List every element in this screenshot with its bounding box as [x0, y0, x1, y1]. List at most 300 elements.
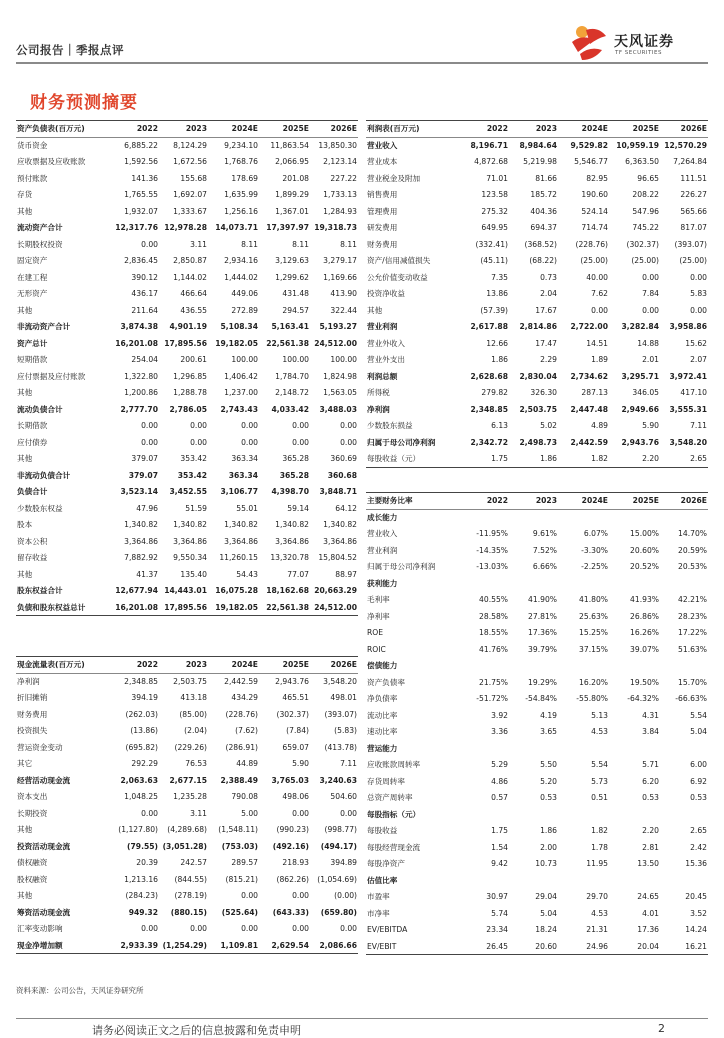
cell-value: (0.00)	[334, 891, 357, 901]
table-row	[366, 790, 708, 807]
cell-value: 0.00	[340, 421, 357, 431]
cell-value: 12,570.29	[664, 141, 707, 150]
cell-value: 1,692.07	[173, 190, 207, 200]
cell-value: 123.58	[481, 190, 508, 200]
row-label: 公允价值变动收益	[367, 272, 428, 282]
row-label: 其他	[17, 454, 33, 464]
cell-value: 1,672.56	[173, 157, 207, 167]
row-label: 无形资产	[17, 289, 48, 299]
cell-value: 0.00	[690, 305, 707, 315]
cell-value: 2,063.63	[120, 775, 158, 785]
cell-value: 5.00	[241, 808, 258, 818]
cell-value: 227.22	[330, 173, 357, 183]
table-row	[366, 773, 708, 790]
cell-value: 466.64	[180, 289, 207, 299]
table-row	[16, 756, 358, 773]
row-label: EV/EBITDA	[367, 925, 408, 935]
cell-value: 0.00	[241, 437, 258, 447]
cell-value: 2,830.04	[519, 371, 557, 381]
row-label: 资产/信用减值损失	[367, 256, 431, 266]
cell-value: 20.52%	[630, 562, 659, 572]
cell-value: 3,488.03	[319, 404, 357, 414]
row-label: 存货周转率	[367, 776, 405, 786]
cell-value: 54.43	[236, 569, 258, 579]
cell-value: 0.00	[340, 808, 357, 818]
cell-value: 2.65	[660, 451, 708, 468]
cell-value	[462, 806, 509, 823]
cell-value: 24,512.00	[314, 338, 357, 348]
cell-value: (57.39)	[480, 305, 508, 315]
cell-value: 2.01	[642, 355, 659, 365]
cell-value: 436.55	[180, 305, 207, 315]
cell-value: 4,872.68	[474, 157, 508, 167]
cell-value: (880.15)	[170, 907, 207, 917]
cell-value: 185.72	[530, 190, 557, 200]
row-label: 毛利率	[367, 595, 390, 605]
cell-value: (68.22)	[529, 256, 557, 266]
table-row	[366, 236, 708, 253]
cell-value: -51.72%	[476, 694, 508, 704]
year-header: 2025E	[259, 657, 310, 674]
table-row	[16, 517, 358, 534]
cell-value: (262.03)	[125, 709, 158, 719]
cell-value: 379.07	[128, 470, 158, 480]
row-label: 货币资金	[17, 141, 48, 150]
cell-value: 190.60	[581, 190, 608, 200]
cell-value: 16.26%	[630, 628, 659, 638]
row-label: 留存收益	[17, 553, 48, 563]
cell-value: 5.04	[540, 908, 557, 918]
cell-value: 7,264.84	[673, 157, 707, 167]
cell-value: 431.48	[282, 289, 309, 299]
cell-value: (228.76)	[575, 239, 608, 249]
cell-value: 9,529.82	[570, 141, 608, 150]
table-row	[366, 418, 708, 435]
cell-value: 2,933.39	[112, 937, 159, 954]
cell-value: 16.21	[660, 938, 708, 955]
table-row	[366, 220, 708, 237]
cell-value: 3,958.86	[669, 322, 707, 332]
cell-value: 20.04	[609, 938, 660, 955]
row-label: 非流动负债合计	[17, 470, 71, 480]
cell-value: 2,503.75	[519, 404, 557, 414]
cell-value: 16,201.08	[112, 599, 159, 616]
table-row	[16, 583, 358, 600]
row-label: 营业税金及附加	[367, 173, 421, 183]
cell-value: 2.65	[690, 826, 707, 836]
cell-value: 5,163.41	[271, 322, 309, 332]
table-header-row	[16, 657, 358, 674]
cell-value: 2,123.14	[323, 157, 357, 167]
cell-value	[509, 509, 558, 526]
row-label: 营业外支出	[367, 355, 405, 365]
table-row	[16, 385, 358, 402]
cell-value: 20,663.29	[314, 586, 357, 596]
row-label: 净利润	[367, 404, 390, 414]
cell-value: 201.08	[282, 173, 309, 183]
cell-value: 41.93%	[630, 595, 659, 605]
cell-value: 1,200.86	[124, 388, 158, 398]
cell-value: 287.13	[581, 388, 608, 398]
cell-value: 17,895.56	[159, 599, 208, 616]
cell-value: (4,289.68)	[167, 825, 207, 835]
cell-value: 1,635.99	[224, 190, 258, 200]
cell-value: 3.36	[491, 727, 508, 737]
income-statement-table	[366, 120, 708, 468]
cell-value: 15,804.52	[318, 553, 357, 563]
cell-value: 100.00	[282, 355, 309, 365]
cell-value: 360.69	[330, 454, 357, 464]
cell-value: 275.32	[481, 206, 508, 216]
row-label: 长期借款	[17, 421, 48, 431]
table-row	[366, 269, 708, 286]
cell-value: 1,299.62	[275, 272, 309, 282]
table-row	[366, 319, 708, 336]
cell-value: 417.10	[680, 388, 707, 398]
source-note: 资料来源：公司公告，天风证券研究所	[16, 986, 144, 995]
cell-value	[660, 740, 708, 757]
cell-value: 0.00	[292, 891, 309, 901]
table-row	[366, 154, 708, 171]
cell-value: 3,874.38	[120, 322, 158, 332]
row-label: 速动比率	[367, 727, 398, 737]
cell-value: 81.66	[535, 173, 557, 183]
cell-value: 2,148.72	[275, 388, 309, 398]
cell-value: 790.08	[231, 792, 258, 802]
cell-value: 5.13	[591, 710, 608, 720]
cell-value: 504.60	[330, 792, 357, 802]
cell-value: 2,943.76	[621, 437, 659, 447]
table-row	[16, 203, 358, 220]
row-label: 在建工程	[17, 272, 48, 282]
row-label: ROE	[367, 628, 384, 638]
cell-value: 20.53%	[678, 562, 707, 572]
cell-value: 12,978.28	[164, 223, 207, 233]
table-row	[366, 302, 708, 319]
cell-value: 6.20	[642, 776, 659, 786]
cell-value	[660, 575, 708, 592]
cell-value: 40.00	[586, 272, 608, 282]
cell-value: 0.00	[340, 437, 357, 447]
cell-value: 51.59	[185, 503, 207, 513]
cell-value: 15.70%	[678, 677, 707, 687]
cell-value: -55.80%	[576, 694, 608, 704]
header-divider	[16, 62, 708, 64]
cell-value: 1,563.05	[323, 388, 357, 398]
row-label: 筹资活动现金流	[17, 907, 71, 917]
key-ratios-table	[366, 492, 708, 955]
cell-value: 2,388.49	[220, 775, 258, 785]
cell-value: 254.04	[131, 355, 158, 365]
cell-value: 11.95	[586, 859, 608, 869]
cell-value: -2.25%	[581, 562, 608, 572]
cell-value: 0.00	[642, 272, 659, 282]
row-label: 总资产周转率	[367, 793, 413, 803]
cell-value: 353.42	[177, 470, 207, 480]
cell-value: 7.84	[642, 289, 659, 299]
cell-value: 211.64	[131, 305, 158, 315]
cell-value: 5.54	[591, 760, 608, 770]
row-label: 少数股东损益	[367, 421, 413, 431]
table-row	[16, 921, 358, 938]
table-row	[366, 641, 708, 658]
year-header: 2023	[509, 121, 558, 138]
cell-value: 19,182.05	[215, 338, 258, 348]
table-row	[366, 625, 708, 642]
cell-value: 1.86	[540, 826, 557, 836]
cell-value: 4.53	[591, 727, 608, 737]
cell-value: 2,442.59	[570, 437, 608, 447]
row-label: 现金净增加额	[16, 937, 112, 954]
table-row	[16, 335, 358, 352]
cell-value: 39.79%	[528, 644, 557, 654]
cell-value: 7.35	[491, 272, 508, 282]
cell-value: 23.34	[486, 925, 508, 935]
table-row	[366, 608, 708, 625]
table-row	[16, 822, 358, 839]
cell-value: 524.14	[581, 206, 608, 216]
row-label: 资产负债率	[367, 677, 405, 687]
cell-value: 2.20	[609, 451, 660, 468]
cell-value: 5.02	[540, 421, 557, 431]
table-row	[366, 823, 708, 840]
cell-value: 30.97	[486, 892, 508, 902]
cell-value: (2.04)	[184, 726, 207, 736]
cell-value: 59.14	[287, 503, 309, 513]
table-row	[366, 740, 708, 757]
cell-value: 2,503.75	[173, 677, 207, 686]
cell-value: 7.52%	[532, 545, 557, 555]
row-label: 经营活动现金流	[17, 775, 71, 785]
cell-value: 2,814.86	[519, 322, 557, 332]
cell-value: 20.45	[685, 892, 707, 902]
cell-value: 413.18	[180, 693, 207, 703]
cell-value: 88.97	[335, 569, 357, 579]
row-label: 财务费用	[17, 709, 48, 719]
cell-value: 29.04	[535, 892, 557, 902]
cell-value: 379.07	[131, 454, 158, 464]
table-row	[366, 559, 708, 576]
cell-value: 12.66	[486, 338, 508, 348]
cell-value: 19.29%	[528, 677, 557, 687]
cell-value: -54.84%	[525, 694, 557, 704]
table-row	[16, 500, 358, 517]
row-label: 负债合计	[17, 487, 48, 497]
cell-value: 7,882.92	[124, 553, 158, 563]
cell-value: 2.07	[690, 355, 707, 365]
cell-value: 2,943.76	[275, 677, 309, 686]
table-row	[16, 690, 358, 707]
row-label: 净负债率	[367, 694, 398, 704]
cell-value: 272.89	[231, 305, 258, 315]
cell-value: 178.69	[231, 173, 258, 183]
row-label: 净利率	[367, 611, 390, 621]
cell-value: 141.36	[131, 173, 158, 183]
table-row	[366, 451, 708, 468]
cell-value	[558, 740, 609, 757]
cell-value: (85.00)	[179, 709, 207, 719]
cell-value: 7.11	[340, 759, 357, 769]
cell-value: 55.01	[236, 503, 258, 513]
cell-value: 0.00	[241, 924, 258, 934]
row-label: 每股收益（元）	[366, 451, 462, 468]
year-header: 2024E	[558, 493, 609, 510]
table-row	[366, 368, 708, 385]
cell-value: 0.00	[141, 924, 158, 934]
cell-value: (7.62)	[235, 726, 258, 736]
cell-value: 6,363.50	[625, 157, 659, 167]
cell-value: 100.00	[231, 355, 258, 365]
cell-value: 28.23%	[678, 611, 707, 621]
cell-value: 16.20%	[579, 677, 608, 687]
cell-value: 41.76%	[479, 644, 508, 654]
cell-value: 3,129.63	[275, 256, 309, 266]
table-header-row	[366, 493, 708, 510]
cell-value: 1,367.01	[275, 206, 309, 216]
row-label: 股本	[17, 520, 33, 530]
cell-value: 111.51	[680, 173, 707, 183]
table-row	[16, 533, 358, 550]
cell-value: 2,677.15	[169, 775, 207, 785]
table-row	[16, 937, 358, 954]
cell-value: 3,364.86	[224, 536, 258, 546]
cell-value: 5,108.34	[220, 322, 258, 332]
cell-value: 1,765.55	[124, 190, 158, 200]
cell-value: 1,288.78	[173, 388, 207, 398]
cell-value: (25.00)	[631, 256, 659, 266]
cell-value: 2,629.54	[259, 937, 310, 954]
year-header: 2026E	[310, 657, 358, 674]
cell-value: 10,959.19	[616, 141, 659, 150]
cell-value: 322.44	[330, 305, 357, 315]
cell-value: 12,317.76	[115, 223, 158, 233]
year-header: 2023	[159, 657, 208, 674]
cell-value: 0.00	[642, 305, 659, 315]
cell-value: 2,498.73	[519, 437, 557, 447]
cell-value	[509, 575, 558, 592]
table-row	[366, 575, 708, 592]
table-row	[366, 335, 708, 352]
table-row	[366, 434, 708, 451]
cell-value: 100.00	[330, 355, 357, 365]
cell-value: 20.60%	[630, 545, 659, 555]
cell-value: (229.26)	[174, 742, 207, 752]
cell-value: 5.74	[491, 908, 508, 918]
cell-value: 565.66	[680, 206, 707, 216]
cell-value: 0.57	[491, 793, 508, 803]
table-row	[16, 673, 358, 690]
cell-value: 3,523.14	[120, 487, 158, 497]
cell-value: 29.70	[586, 892, 608, 902]
cell-value: 1,899.29	[275, 190, 309, 200]
cell-value: 0.00	[690, 272, 707, 282]
cell-value: 6.13	[491, 421, 508, 431]
cell-value: 0.00	[292, 421, 309, 431]
cell-value: 3,972.41	[669, 371, 707, 381]
cell-value: 14.70%	[678, 529, 707, 539]
table-row	[16, 706, 358, 723]
cell-value: 436.17	[131, 289, 158, 299]
row-label: 所得税	[367, 388, 390, 398]
cell-value: 3.11	[190, 808, 207, 818]
cell-value: 363.34	[228, 470, 258, 480]
table-row	[16, 904, 358, 921]
table-row	[16, 302, 358, 319]
row-label: 每股指标（元）	[367, 809, 421, 819]
cell-value: 2,066.95	[275, 157, 309, 167]
cell-value: 0.53	[642, 793, 659, 803]
row-label: 其他	[17, 825, 33, 835]
cell-value: 25.63%	[579, 611, 608, 621]
cell-value: 326.30	[530, 388, 557, 398]
cell-value: 0.53	[540, 793, 557, 803]
row-label: 其它	[17, 759, 33, 769]
table-row	[366, 757, 708, 774]
cell-value: 14,443.01	[164, 586, 207, 596]
cell-value: (525.64)	[221, 907, 258, 917]
table-row	[16, 401, 358, 418]
cell-value: -13.03%	[476, 562, 508, 572]
cell-value: 0.00	[141, 421, 158, 431]
cell-value: 24.96	[558, 938, 609, 955]
cell-value: 498.01	[330, 693, 357, 703]
cell-value: 0.00	[141, 808, 158, 818]
row-label: 每股经营现金流	[367, 842, 421, 852]
row-label: 负债和股东权益总计	[16, 599, 112, 616]
table-row	[16, 220, 358, 237]
row-label: 资本支出	[17, 792, 48, 802]
cell-value: 17.47	[535, 338, 557, 348]
row-label: 应付债券	[17, 437, 48, 447]
row-label: 其他	[367, 305, 383, 315]
cell-value: (393.07)	[674, 239, 707, 249]
row-label: 存货	[17, 190, 33, 200]
cell-value: 2,777.70	[120, 404, 158, 414]
cell-value: (990.23)	[276, 825, 309, 835]
row-label: 资产总计	[17, 338, 48, 348]
cell-value	[660, 509, 708, 526]
cell-value: 6.00	[690, 760, 707, 770]
cell-value: 8.11	[241, 239, 258, 249]
cell-value: 1.82	[558, 451, 609, 468]
cell-value: 26.86%	[630, 611, 659, 621]
cell-value: 2,836.45	[124, 256, 158, 266]
cell-value: 226.27	[680, 190, 707, 200]
cell-value	[558, 575, 609, 592]
cell-value: 1,235.28	[173, 792, 207, 802]
row-label: 营运能力	[367, 743, 398, 753]
row-label: 预付账款	[17, 173, 48, 183]
cell-value: 0.00	[190, 437, 207, 447]
cell-value: 0.00	[591, 305, 608, 315]
cell-value: 40.55%	[479, 595, 508, 605]
cell-value: 4,033.42	[271, 404, 309, 414]
cell-value: -11.95%	[476, 529, 508, 539]
cell-value: 394.19	[131, 693, 158, 703]
cell-value: 44.89	[236, 759, 258, 769]
table-row	[16, 434, 358, 451]
cell-value: 37.15%	[579, 644, 608, 654]
cell-value: (659.80)	[320, 907, 357, 917]
table-header-row	[16, 121, 358, 138]
table-row	[366, 691, 708, 708]
cell-value: 649.95	[481, 223, 508, 233]
cell-value: 5.29	[491, 760, 508, 770]
row-label: 投资活动现金流	[17, 841, 71, 851]
row-label: 固定资产	[17, 256, 48, 266]
cell-value: 0.00	[292, 437, 309, 447]
cell-value: 14.24	[685, 925, 707, 935]
